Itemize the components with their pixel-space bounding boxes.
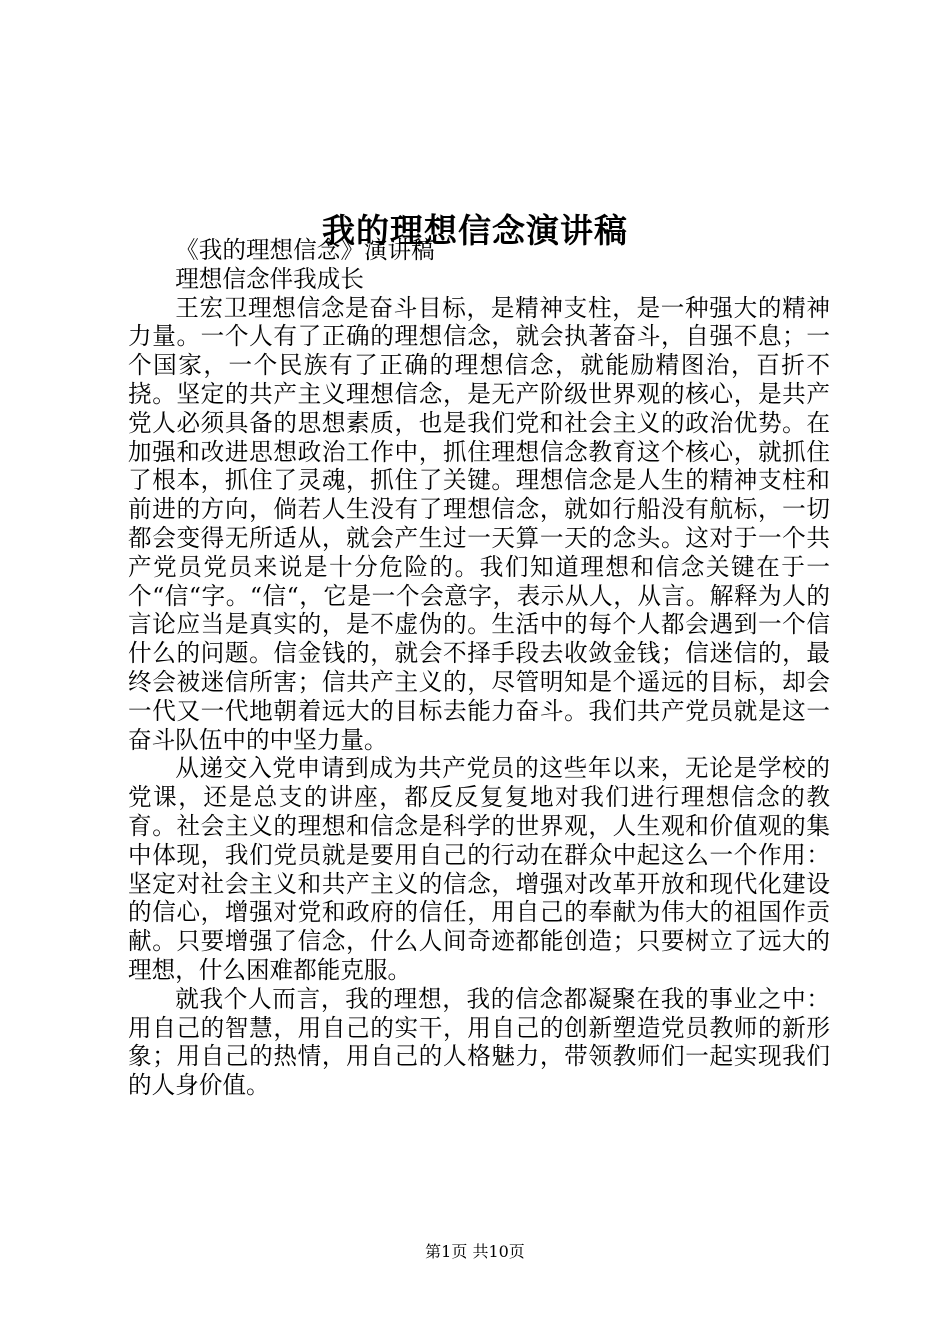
page-footer: 第1页 共10页 [425, 1242, 525, 1261]
speech-subtitle: 理想信念伴我成长 [175, 264, 364, 293]
speech-heading: 《我的理想信念》演讲稿 [175, 236, 435, 264]
document-body [128, 236, 830, 1100]
document-title: 我的理想信念演讲稿 [322, 211, 628, 251]
body-paragraph: 王宏卫理想信念是奋斗目标，是精神支柱，是一种强大的精神力量。一个人有了正确的理想信念，就会执著奋斗，自强不息；一个国家，一个民族有了正确的理想信念，就能励精图治，百折不挠。坚定的共产主义理想信念，是无产阶级世界观的核心，是共产党人必须具备的思想素质，也是我们党和社会主义的政治优势。在加强和改进思想政治工作中，抓住理想信念教育这个核心，就抓住了根本，抓住了灵魂，抓住了关键。理想信念是人生的精神支柱和前进的方向，倘若人生没有了理想信念，就如行船没有航标，一切都会变得无所适从，就会产生过一天算一天的念头。这对于一个共产党员党员来说是十分危险的。我们知道理想和信念关键在于一个“信“字。“信“，它是一个会意字，表示从人，从言。解释为人的言论应当是真实的，是不虚伪的。生活中的每个人都会遇到一个信什么的问题。信金钱的，就会不择手段去收敛金钱；信迷信的，最终会被迷信所害；信共产主义的，尽管明知是个遥远的目标，却会一代又一代地朝着远大的目标去能力奋斗。我们共产党员就是这一奋斗队伍中的中坚力量。 [128, 293, 830, 754]
body-paragraph: 从递交入党申请到成为共产党员的这些年以来，无论是学校的党课，还是总支的讲座，都反反复复地对我们进行理想信念的教育。社会主义的理想和信念是科学的世界观，人生观和价值观的集中体现，我们党员就是要用自己的行动在群众中起这么一个作用：坚定对社会主义和共产主义的信念，增强对改革开放和现代化建设的信心，增强对党和政府的信任，用自己的奉献为伟大的祖国作贡献。只要增强了信念，什么人间奇迹都能创造；只要树立了远大的理想，什么困难都能克服。 [128, 754, 830, 984]
body-paragraph: 就我个人而言，我的理想，我的信念都凝聚在我的事业之中：用自己的智慧，用自己的实干，用自己的创新塑造党员教师的新形象；用自己的热情，用自己的人格魅力，带领教师们一起实现我们的人身价值。 [128, 984, 830, 1100]
